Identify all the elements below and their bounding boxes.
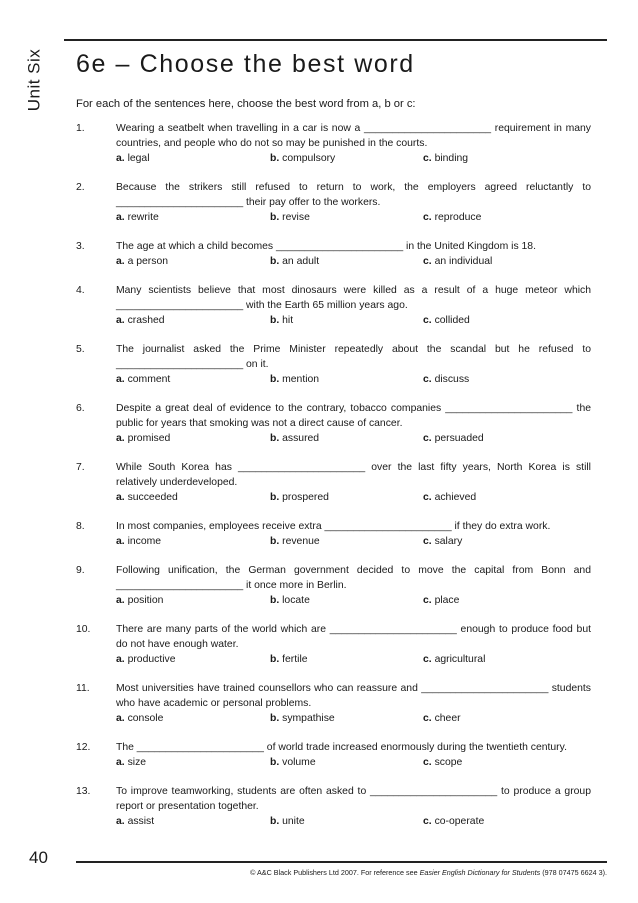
question-number: 4. bbox=[76, 285, 85, 296]
option-word: sympathise bbox=[282, 713, 335, 724]
option-letter: b. bbox=[270, 713, 280, 724]
option-a bbox=[116, 534, 161, 549]
option-letter: b. bbox=[270, 256, 280, 267]
question-number: 2. bbox=[76, 182, 85, 193]
option-b bbox=[270, 593, 310, 608]
option-letter: c. bbox=[423, 757, 432, 768]
answer-options bbox=[116, 652, 591, 667]
option-word: crashed bbox=[127, 315, 165, 326]
question-text: Despite a great deal of evidence to the contrary, tobacco companies ______________________ the public for years that smoking was not a direct cause of cancer. bbox=[116, 403, 591, 429]
option-b bbox=[270, 431, 319, 446]
top-rule bbox=[64, 39, 607, 41]
answer-options bbox=[116, 593, 591, 608]
question-text: The ______________________ of world trade increased enormously during the twentieth century. bbox=[116, 742, 567, 753]
option-word: mention bbox=[282, 374, 320, 385]
option-a bbox=[116, 652, 176, 667]
option-word: comment bbox=[127, 374, 171, 385]
option-letter: a. bbox=[116, 816, 125, 827]
option-word: agricultural bbox=[434, 654, 486, 665]
option-b bbox=[270, 151, 335, 166]
option-c bbox=[423, 652, 485, 667]
option-word: reproduce bbox=[434, 212, 482, 223]
option-word: prospered bbox=[282, 492, 329, 503]
option-c bbox=[423, 431, 484, 446]
option-letter: c. bbox=[423, 256, 432, 267]
option-word: succeeded bbox=[127, 492, 178, 503]
option-a bbox=[116, 490, 178, 505]
option-word: legal bbox=[127, 153, 150, 164]
option-word: an individual bbox=[434, 256, 493, 267]
answer-options bbox=[116, 313, 591, 328]
question-number: 3. bbox=[76, 241, 85, 252]
option-c bbox=[423, 534, 462, 549]
option-word: revenue bbox=[282, 536, 320, 547]
option-letter: b. bbox=[270, 433, 280, 444]
option-letter: a. bbox=[116, 536, 125, 547]
option-letter: c. bbox=[423, 595, 432, 606]
option-letter: a. bbox=[116, 595, 125, 606]
option-letter: b. bbox=[270, 153, 280, 164]
option-letter: c. bbox=[423, 315, 432, 326]
option-word: position bbox=[127, 595, 164, 606]
option-b bbox=[270, 254, 319, 269]
option-a bbox=[116, 254, 168, 269]
option-letter: a. bbox=[116, 492, 125, 503]
option-word: productive bbox=[127, 654, 176, 665]
option-letter: c. bbox=[423, 374, 432, 385]
option-letter: b. bbox=[270, 536, 280, 547]
option-letter: b. bbox=[270, 374, 280, 385]
footer-credit: © A&C Black Publishers Ltd 2007. For reference see Easier English Dictionary for Students (978 07475 6624 3). bbox=[250, 868, 607, 877]
option-word: achieved bbox=[434, 492, 477, 503]
option-letter: a. bbox=[116, 757, 125, 768]
option-letter: a. bbox=[116, 153, 125, 164]
page-title: 6e – Choose the best word bbox=[76, 50, 415, 78]
instructions: For each of the sentences here, choose the best word from a, b or c: bbox=[76, 98, 416, 110]
option-word: assist bbox=[127, 816, 155, 827]
option-a bbox=[116, 593, 163, 608]
option-letter: a. bbox=[116, 315, 125, 326]
option-c bbox=[423, 490, 476, 505]
option-c bbox=[423, 372, 469, 387]
question-number: 11. bbox=[76, 683, 90, 694]
option-a bbox=[116, 313, 165, 328]
option-c bbox=[423, 711, 461, 726]
question-number: 7. bbox=[76, 462, 85, 473]
option-word: console bbox=[127, 713, 164, 724]
question-text: There are many parts of the world which are ______________________ enough to produce food but do not have enough water. bbox=[116, 624, 591, 650]
question-text: The age at which a child becomes ______________________ in the United Kingdom is 18. bbox=[116, 241, 536, 252]
question-text: Following unification, the German government decided to move the capital from Bonn and ______________________ it once more in Berlin. bbox=[116, 565, 591, 591]
question-list bbox=[76, 121, 591, 829]
answer-options bbox=[116, 210, 591, 225]
answer-options bbox=[116, 254, 591, 269]
question-number: 6. bbox=[76, 403, 85, 414]
option-word: locate bbox=[282, 595, 310, 606]
option-letter: c. bbox=[423, 654, 432, 665]
answer-options bbox=[116, 490, 591, 505]
option-word: a person bbox=[127, 256, 168, 267]
option-letter: a. bbox=[116, 212, 125, 223]
option-word: revise bbox=[282, 212, 310, 223]
option-word: place bbox=[434, 595, 460, 606]
option-word: compulsory bbox=[282, 153, 336, 164]
bottom-rule bbox=[76, 861, 607, 863]
option-letter: b. bbox=[270, 492, 280, 503]
question-text: While South Korea has ______________________ over the last fifty years, North Korea is still relatively underdeveloped. bbox=[116, 462, 591, 488]
question-text: In most companies, employees receive extra ______________________ if they do extra work. bbox=[116, 521, 551, 532]
option-letter: b. bbox=[270, 595, 280, 606]
question-text: The journalist asked the Prime Minister repeatedly about the scandal but he refused to ______________________ on it. bbox=[116, 344, 591, 370]
option-word: collided bbox=[434, 315, 470, 326]
question-number: 8. bbox=[76, 521, 85, 532]
option-letter: c. bbox=[423, 433, 432, 444]
answer-options bbox=[116, 372, 591, 387]
option-letter: a. bbox=[116, 374, 125, 385]
option-letter: c. bbox=[423, 153, 432, 164]
question-item bbox=[76, 622, 591, 667]
option-b bbox=[270, 210, 310, 225]
question-text: Wearing a seatbelt when travelling in a car is now a ______________________ requirement in many countries, and people who do not so may be punished in the courts. bbox=[116, 123, 591, 149]
option-word: unite bbox=[282, 816, 305, 827]
option-letter: c. bbox=[423, 816, 432, 827]
question-number: 9. bbox=[76, 565, 85, 576]
answer-options bbox=[116, 711, 591, 726]
option-a bbox=[116, 711, 163, 726]
question-item bbox=[76, 460, 591, 505]
option-a bbox=[116, 431, 170, 446]
question-item bbox=[76, 401, 591, 446]
question-item bbox=[76, 563, 591, 608]
question-number: 10. bbox=[76, 624, 91, 635]
option-letter: a. bbox=[116, 654, 125, 665]
question-number: 1. bbox=[76, 123, 85, 134]
option-letter: c. bbox=[423, 536, 432, 547]
option-c bbox=[423, 210, 481, 225]
answer-options bbox=[116, 534, 591, 549]
question-item bbox=[76, 519, 591, 549]
option-word: volume bbox=[282, 757, 316, 768]
unit-label: Unit Six bbox=[24, 48, 44, 112]
option-a bbox=[116, 372, 170, 387]
option-letter: b. bbox=[270, 315, 280, 326]
question-number: 12. bbox=[76, 742, 91, 753]
option-c bbox=[423, 151, 468, 166]
question-item bbox=[76, 180, 591, 225]
option-a bbox=[116, 210, 159, 225]
option-b bbox=[270, 711, 335, 726]
option-letter: b. bbox=[270, 816, 280, 827]
option-word: hit bbox=[282, 315, 294, 326]
option-b bbox=[270, 313, 293, 328]
option-b bbox=[270, 534, 320, 549]
answer-options bbox=[116, 814, 591, 829]
option-letter: a. bbox=[116, 433, 125, 444]
option-word: an adult bbox=[282, 256, 320, 267]
option-letter: c. bbox=[423, 212, 432, 223]
option-b bbox=[270, 652, 308, 667]
question-item bbox=[76, 283, 591, 328]
option-word: income bbox=[127, 536, 162, 547]
answer-options bbox=[116, 755, 591, 770]
option-word: fertile bbox=[282, 654, 308, 665]
option-letter: b. bbox=[270, 757, 280, 768]
question-item bbox=[76, 342, 591, 387]
option-b bbox=[270, 755, 316, 770]
option-word: co-operate bbox=[434, 816, 485, 827]
option-word: assured bbox=[282, 433, 320, 444]
option-word: discuss bbox=[434, 374, 470, 385]
question-item bbox=[76, 681, 591, 726]
option-letter: c. bbox=[423, 713, 432, 724]
question-item bbox=[76, 784, 591, 829]
question-text: Because the strikers still refused to return to work, the employers agreed reluctantly to ______________________ their pay offer to the workers. bbox=[116, 182, 591, 208]
option-a bbox=[116, 755, 146, 770]
option-c bbox=[423, 814, 484, 829]
option-word: salary bbox=[434, 536, 463, 547]
option-word: rewrite bbox=[127, 212, 159, 223]
option-word: persuaded bbox=[434, 433, 484, 444]
option-c bbox=[423, 593, 459, 608]
option-c bbox=[423, 313, 470, 328]
question-text: To improve teamworking, students are often asked to ______________________ to produce a group report or presentation together. bbox=[116, 786, 591, 812]
question-item bbox=[76, 740, 591, 770]
question-text: Many scientists believe that most dinosaurs were killed as a result of a huge meteor which ______________________ with the Earth 65 million years ago. bbox=[116, 285, 591, 311]
question-text: Most universities have trained counsellors who can reassure and ______________________ students who have academic or personal problems. bbox=[116, 683, 591, 709]
option-c bbox=[423, 755, 462, 770]
option-c bbox=[423, 254, 492, 269]
option-word: promised bbox=[127, 433, 171, 444]
option-word: scope bbox=[434, 757, 463, 768]
option-letter: b. bbox=[270, 654, 280, 665]
answer-options bbox=[116, 151, 591, 166]
option-word: size bbox=[127, 757, 147, 768]
option-word: cheer bbox=[434, 713, 461, 724]
question-item bbox=[76, 239, 591, 269]
option-letter: a. bbox=[116, 713, 125, 724]
answer-options bbox=[116, 431, 591, 446]
option-b bbox=[270, 814, 305, 829]
question-number: 13. bbox=[76, 786, 91, 797]
option-letter: a. bbox=[116, 256, 125, 267]
question-number: 5. bbox=[76, 344, 85, 355]
option-b bbox=[270, 372, 319, 387]
option-a bbox=[116, 151, 150, 166]
question-item bbox=[76, 121, 591, 166]
option-letter: b. bbox=[270, 212, 280, 223]
option-letter: c. bbox=[423, 492, 432, 503]
option-a bbox=[116, 814, 154, 829]
option-word: binding bbox=[434, 153, 469, 164]
option-b bbox=[270, 490, 329, 505]
page-number: 40 bbox=[29, 848, 48, 867]
